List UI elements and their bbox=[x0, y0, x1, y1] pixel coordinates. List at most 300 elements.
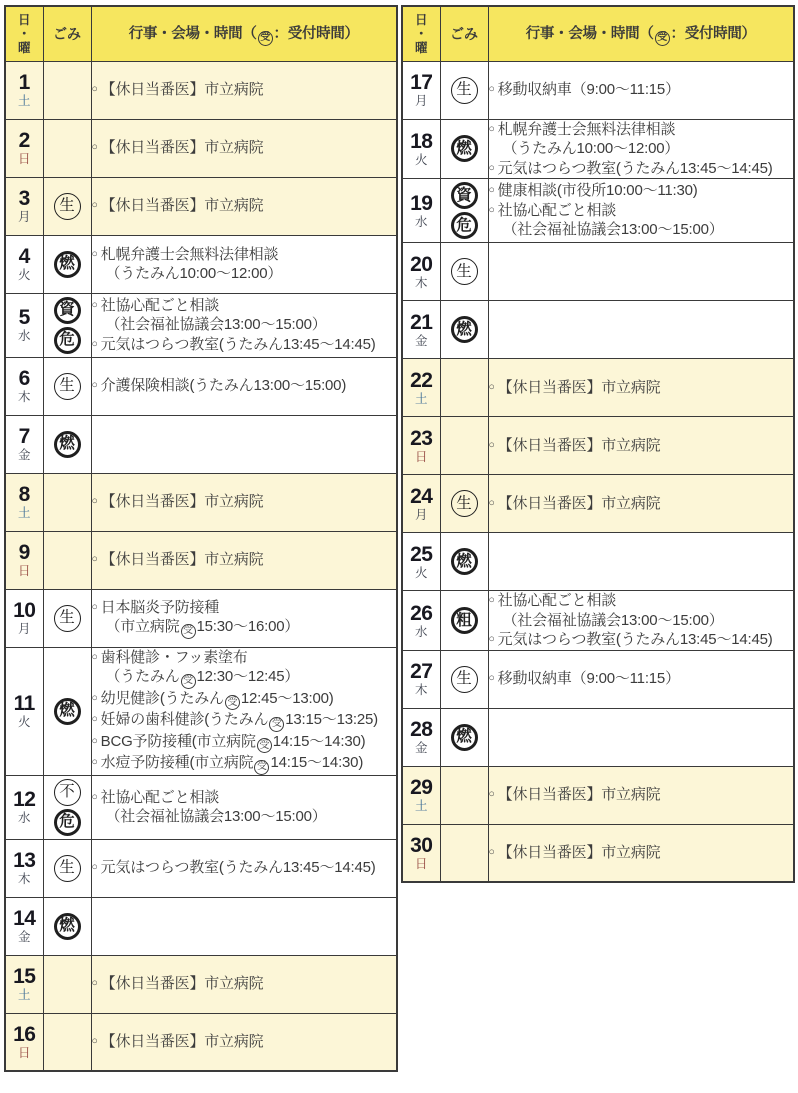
events-cell bbox=[488, 179, 794, 243]
header-row bbox=[402, 6, 794, 61]
day-number: 1 bbox=[18, 71, 30, 95]
events-cell bbox=[91, 415, 397, 473]
events-cell bbox=[91, 531, 397, 589]
calendar-row bbox=[402, 591, 794, 651]
calendar-row bbox=[402, 533, 794, 591]
day-cell bbox=[5, 955, 43, 1013]
garbage-mark-icon: 生 bbox=[54, 855, 81, 882]
garbage-mark-group bbox=[441, 663, 488, 696]
day-number: 20 bbox=[410, 252, 433, 276]
calendar-row bbox=[5, 235, 397, 293]
weekday-label: 日 bbox=[17, 564, 31, 579]
events-cell bbox=[91, 293, 397, 357]
events-cell bbox=[488, 766, 794, 824]
garbage-mark-group bbox=[44, 602, 91, 635]
calendar-row bbox=[5, 293, 397, 357]
header-day-col: 日 ・ 曜 bbox=[402, 6, 440, 61]
weekday-label: 火 bbox=[414, 565, 428, 580]
event-bullet-icon: ○ bbox=[91, 977, 98, 990]
events-cell bbox=[488, 301, 794, 359]
day-number: 22 bbox=[410, 368, 433, 392]
event-bullet-icon: ○ bbox=[488, 184, 495, 197]
garbage-mark-icon: 燃 bbox=[54, 251, 81, 278]
event-line: ○ 介護保険相談(うたみん13:00～15:00) bbox=[91, 377, 347, 395]
event-bullet-icon: ○ bbox=[91, 1035, 98, 1047]
event-line: ○ 元気はつらつ教室(うたみん13:45～14:45) bbox=[91, 335, 376, 353]
event-line: ○ 日本脳炎予防接種 bbox=[91, 598, 220, 616]
event-bullet-icon: ○ bbox=[91, 247, 98, 260]
calendar-row bbox=[402, 119, 794, 179]
garbage-cell bbox=[440, 179, 488, 243]
calendar-row bbox=[5, 1013, 397, 1071]
weekday-label: 月 bbox=[414, 507, 428, 522]
garbage-cell bbox=[43, 473, 91, 531]
event-line: ○ 元気はつらつ教室(うたみん13:45～14:45) bbox=[488, 159, 773, 177]
event-bullet-icon: ○ bbox=[91, 650, 98, 663]
weekday-label: 木 bbox=[414, 683, 428, 698]
day-cell bbox=[402, 301, 440, 359]
day-number: 18 bbox=[410, 130, 433, 153]
event-bullet-icon: ○ bbox=[91, 734, 98, 747]
weekday-label: 土 bbox=[17, 94, 31, 109]
event-line: ○ 【休日当番医】市立病院 bbox=[91, 197, 264, 215]
day-number: 11 bbox=[13, 692, 35, 716]
events-cell bbox=[91, 897, 397, 955]
day-number: 2 bbox=[18, 129, 30, 153]
garbage-cell bbox=[440, 243, 488, 301]
events-cell bbox=[91, 1013, 397, 1071]
events-cell bbox=[488, 533, 794, 591]
events-cell bbox=[91, 119, 397, 177]
calendar-row bbox=[5, 177, 397, 235]
header-garbage-col: ごみ bbox=[440, 6, 488, 61]
events-cell bbox=[91, 955, 397, 1013]
garbage-cell bbox=[440, 61, 488, 119]
reception-mark-icon: 受 bbox=[258, 31, 273, 46]
calendar-row bbox=[402, 766, 794, 824]
events-cell bbox=[488, 824, 794, 882]
calendar-row bbox=[402, 61, 794, 119]
day-cell bbox=[402, 650, 440, 708]
day-number: 17 bbox=[410, 71, 433, 95]
day-cell bbox=[5, 1013, 43, 1071]
garbage-mark-group bbox=[441, 313, 488, 346]
garbage-cell bbox=[43, 357, 91, 415]
day-number: 9 bbox=[18, 541, 30, 565]
weekday-label: 水 bbox=[17, 329, 31, 344]
header-events-col: 行事・会場・時間（ 受 ：受付時間） bbox=[91, 6, 397, 61]
events-cell bbox=[91, 61, 397, 119]
day-number: 26 bbox=[410, 601, 433, 625]
event-bullet-icon: ○ bbox=[91, 379, 98, 392]
garbage-cell bbox=[440, 417, 488, 475]
event-line: （社会福祉協議会13:00～15:00） bbox=[502, 221, 724, 239]
reception-mark-icon: 受 bbox=[257, 738, 272, 753]
garbage-mark-icon: 資 bbox=[54, 297, 81, 324]
day-cell bbox=[5, 415, 43, 473]
events-cell bbox=[91, 357, 397, 415]
garbage-mark-icon: 生 bbox=[451, 77, 478, 104]
day-number: 19 bbox=[410, 191, 433, 215]
day-number: 23 bbox=[410, 426, 433, 450]
weekday-label: 火 bbox=[414, 153, 428, 167]
event-line: ○ 【休日当番医】市立病院 bbox=[488, 494, 661, 512]
garbage-mark-icon: 燃 bbox=[451, 135, 478, 162]
calendar-row bbox=[5, 775, 397, 839]
day-cell bbox=[402, 708, 440, 766]
garbage-cell bbox=[440, 591, 488, 651]
event-bullet-icon: ○ bbox=[91, 790, 98, 803]
weekday-label: 火 bbox=[17, 715, 31, 730]
calendar-row bbox=[402, 243, 794, 301]
event-bullet-icon: ○ bbox=[91, 298, 98, 311]
day-cell bbox=[402, 475, 440, 533]
garbage-mark-group bbox=[441, 74, 488, 107]
day-cell bbox=[402, 119, 440, 179]
event-line: ○ 妊婦の歯科健診(うたみん 受 13:15～13:25) bbox=[92, 710, 397, 732]
garbage-mark-icon: 燃 bbox=[54, 698, 81, 725]
garbage-cell bbox=[440, 824, 488, 882]
event-bullet-icon: ○ bbox=[91, 337, 98, 350]
calendar-row bbox=[5, 897, 397, 955]
event-line: ○ 幼児健診(うたみん 受 12:45～13:00) bbox=[92, 689, 397, 711]
events-cell bbox=[91, 647, 397, 775]
event-line: （社会福祉協議会13:00～15:00） bbox=[502, 611, 724, 629]
day-cell bbox=[5, 357, 43, 415]
events-cell bbox=[91, 775, 397, 839]
day-number: 3 bbox=[18, 187, 30, 211]
weekday-label: 火 bbox=[17, 268, 31, 283]
event-line: ○ 【休日当番医】市立病院 bbox=[91, 1033, 264, 1050]
garbage-mark-icon: 危 bbox=[54, 809, 81, 836]
garbage-cell bbox=[43, 589, 91, 647]
events-cell bbox=[488, 475, 794, 533]
calendar-table-left bbox=[4, 5, 398, 1072]
event-line: ○ 【休日当番医】市立病院 bbox=[91, 975, 264, 993]
event-line: （うたみん10:00～12:00） bbox=[502, 140, 680, 157]
day-cell bbox=[5, 839, 43, 897]
calendar-row bbox=[402, 179, 794, 243]
weekday-label: 土 bbox=[414, 391, 428, 406]
day-number: 25 bbox=[410, 542, 433, 566]
garbage-cell bbox=[43, 897, 91, 955]
event-line: （社会福祉協議会13:00～15:00） bbox=[105, 808, 327, 825]
event-line: ○ 健康相談(市役所10:00～11:30) bbox=[488, 182, 698, 200]
calendar-row bbox=[5, 647, 397, 775]
event-line: （うたみん 受 12:30～12:45） bbox=[92, 667, 397, 689]
garbage-mark-group bbox=[441, 255, 488, 288]
calendar-row bbox=[402, 708, 794, 766]
day-cell bbox=[5, 775, 43, 839]
event-line: ○ 【休日当番医】市立病院 bbox=[91, 81, 264, 99]
reception-mark-icon: 受 bbox=[181, 674, 196, 689]
day-cell bbox=[5, 473, 43, 531]
event-bullet-icon: ○ bbox=[488, 161, 495, 174]
reception-mark-icon: 受 bbox=[225, 695, 240, 710]
day-cell bbox=[402, 533, 440, 591]
day-number: 14 bbox=[13, 907, 36, 931]
events-cell bbox=[91, 177, 397, 235]
event-bullet-icon: ○ bbox=[91, 600, 98, 613]
day-number: 8 bbox=[18, 483, 30, 507]
event-line: ○ 歯科健診・フッ素塗布 bbox=[91, 648, 248, 666]
event-bullet-icon: ○ bbox=[488, 83, 495, 96]
garbage-cell bbox=[43, 415, 91, 473]
event-line: ○ 水痘予防接種(市立病院 受 14:15～14:30) bbox=[92, 753, 397, 775]
event-line: ○ 【休日当番医】市立病院 bbox=[488, 436, 661, 454]
garbage-mark-icon: 生 bbox=[54, 193, 81, 220]
header-day-col: 日 ・ 曜 bbox=[5, 6, 43, 61]
event-line: ○ 移動収納車（9:00～11:15） bbox=[488, 670, 680, 688]
garbage-cell bbox=[440, 301, 488, 359]
garbage-mark-group bbox=[44, 428, 91, 461]
weekday-label: 金 bbox=[17, 930, 31, 945]
events-cell bbox=[91, 473, 397, 531]
event-line: ○ 元気はつらつ教室(うたみん13:45～14:45) bbox=[488, 631, 773, 648]
day-cell bbox=[402, 179, 440, 243]
garbage-cell bbox=[43, 955, 91, 1013]
events-cell bbox=[91, 235, 397, 293]
garbage-mark-icon: 燃 bbox=[451, 724, 478, 751]
event-bullet-icon: ○ bbox=[488, 672, 495, 685]
weekday-label: 金 bbox=[414, 741, 428, 756]
day-cell bbox=[5, 531, 43, 589]
day-cell bbox=[402, 359, 440, 417]
weekday-label: 木 bbox=[414, 275, 428, 290]
garbage-cell bbox=[440, 650, 488, 708]
event-bullet-icon: ○ bbox=[488, 633, 495, 645]
calendar-row bbox=[5, 955, 397, 1013]
day-number: 12 bbox=[13, 788, 36, 812]
garbage-mark-icon: 不 bbox=[54, 779, 81, 806]
day-number: 28 bbox=[410, 718, 433, 742]
weekday-label: 日 bbox=[414, 449, 428, 464]
garbage-mark-group bbox=[44, 776, 91, 839]
day-number: 21 bbox=[410, 310, 433, 334]
event-line: ○ 【休日当番医】市立病院 bbox=[91, 551, 264, 569]
garbage-cell bbox=[440, 766, 488, 824]
garbage-mark-group bbox=[44, 294, 91, 357]
garbage-cell bbox=[43, 1013, 91, 1071]
weekday-label: 水 bbox=[414, 214, 428, 229]
calendar-row bbox=[402, 475, 794, 533]
weekday-label: 日 bbox=[17, 1046, 31, 1060]
day-cell bbox=[5, 235, 43, 293]
garbage-mark-icon: 燃 bbox=[451, 548, 478, 575]
events-cell bbox=[488, 119, 794, 179]
garbage-cell bbox=[440, 359, 488, 417]
weekday-label: 月 bbox=[17, 210, 31, 225]
calendar-row bbox=[5, 119, 397, 177]
garbage-mark-icon: 粗 bbox=[451, 607, 478, 634]
weekday-label: 土 bbox=[17, 988, 31, 1003]
day-number: 29 bbox=[410, 776, 433, 800]
garbage-mark-icon: 生 bbox=[451, 666, 478, 693]
garbage-cell bbox=[43, 177, 91, 235]
event-bullet-icon: ○ bbox=[91, 83, 98, 96]
garbage-cell bbox=[43, 647, 91, 775]
day-number: 4 bbox=[18, 245, 30, 269]
day-number: 6 bbox=[18, 367, 30, 391]
garbage-cell bbox=[440, 533, 488, 591]
event-bullet-icon: ○ bbox=[91, 861, 98, 874]
weekday-label: 月 bbox=[414, 94, 428, 109]
day-cell bbox=[402, 61, 440, 119]
calendar-row bbox=[402, 301, 794, 359]
garbage-mark-group bbox=[44, 910, 91, 943]
day-number: 13 bbox=[13, 849, 36, 873]
event-line: ○ 【休日当番医】市立病院 bbox=[91, 139, 264, 157]
day-cell bbox=[402, 417, 440, 475]
events-cell bbox=[488, 417, 794, 475]
day-cell bbox=[402, 824, 440, 882]
garbage-mark-icon: 生 bbox=[451, 258, 478, 285]
event-bullet-icon: ○ bbox=[488, 438, 495, 451]
calendar-row bbox=[402, 824, 794, 882]
event-line: ○ BCG予防接種(市立病院 受 14:15～14:30) bbox=[92, 732, 397, 754]
day-number: 15 bbox=[13, 965, 36, 989]
event-bullet-icon: ○ bbox=[91, 691, 98, 704]
events-cell bbox=[488, 359, 794, 417]
calendar-row bbox=[402, 359, 794, 417]
day-cell bbox=[402, 243, 440, 301]
garbage-mark-icon: 危 bbox=[451, 212, 478, 239]
day-cell bbox=[402, 766, 440, 824]
event-bullet-icon: ○ bbox=[91, 713, 98, 725]
day-number: 27 bbox=[410, 660, 433, 684]
garbage-mark-group bbox=[44, 852, 91, 885]
day-cell bbox=[5, 897, 43, 955]
header-row bbox=[5, 6, 397, 61]
weekday-label: 木 bbox=[17, 872, 31, 887]
weekday-label: 土 bbox=[414, 799, 428, 814]
event-bullet-icon: ○ bbox=[488, 203, 495, 216]
garbage-mark-icon: 生 bbox=[54, 605, 81, 632]
event-line: ○ 【休日当番医】市立病院 bbox=[488, 844, 661, 861]
garbage-mark-icon: 燃 bbox=[451, 316, 478, 343]
reception-mark-icon: 受 bbox=[254, 760, 269, 775]
event-bullet-icon: ○ bbox=[91, 756, 98, 768]
calendar-row bbox=[5, 839, 397, 897]
garbage-cell bbox=[43, 839, 91, 897]
weekday-label: 水 bbox=[414, 624, 428, 639]
reception-mark-icon: 受 bbox=[269, 717, 284, 732]
calendar-table-right bbox=[401, 5, 795, 883]
garbage-mark-icon: 燃 bbox=[54, 913, 81, 940]
garbage-mark-group bbox=[441, 545, 488, 578]
garbage-mark-group bbox=[44, 695, 91, 728]
events-cell bbox=[91, 839, 397, 897]
event-bullet-icon: ○ bbox=[91, 141, 98, 154]
event-bullet-icon: ○ bbox=[488, 788, 495, 801]
event-bullet-icon: ○ bbox=[488, 496, 495, 509]
events-cell bbox=[488, 591, 794, 651]
calendar-row bbox=[5, 61, 397, 119]
garbage-mark-group bbox=[441, 179, 488, 242]
event-bullet-icon: ○ bbox=[488, 380, 495, 393]
garbage-cell bbox=[43, 61, 91, 119]
garbage-cell bbox=[43, 119, 91, 177]
garbage-mark-icon: 生 bbox=[451, 490, 478, 517]
event-line: （社会福祉協議会13:00～15:00） bbox=[105, 316, 327, 334]
garbage-cell bbox=[43, 235, 91, 293]
weekday-label: 水 bbox=[17, 811, 31, 826]
weekday-label: 木 bbox=[17, 390, 31, 405]
garbage-cell bbox=[43, 531, 91, 589]
event-line: ○ 【休日当番医】市立病院 bbox=[488, 378, 661, 396]
day-number: 5 bbox=[18, 306, 30, 330]
event-line: ○ 元気はつらつ教室(うたみん13:45～14:45) bbox=[91, 859, 376, 877]
garbage-mark-group bbox=[441, 487, 488, 520]
header-garbage-col: ごみ bbox=[43, 6, 91, 61]
event-line: （市立病院 受 15:30～16:00） bbox=[92, 617, 397, 639]
calendar-row bbox=[5, 473, 397, 531]
garbage-mark-group bbox=[44, 190, 91, 223]
garbage-cell bbox=[43, 293, 91, 357]
weekday-label: 金 bbox=[414, 333, 428, 348]
garbage-cell bbox=[440, 708, 488, 766]
day-cell bbox=[5, 61, 43, 119]
garbage-mark-icon: 燃 bbox=[54, 431, 81, 458]
weekday-label: 日 bbox=[17, 152, 31, 167]
garbage-mark-group bbox=[441, 132, 488, 165]
event-bullet-icon: ○ bbox=[488, 846, 495, 858]
day-cell bbox=[5, 589, 43, 647]
calendar-row bbox=[5, 357, 397, 415]
day-cell bbox=[402, 591, 440, 651]
garbage-cell bbox=[440, 475, 488, 533]
event-line: ○ 【休日当番医】市立病院 bbox=[91, 493, 264, 511]
calendar-row bbox=[5, 531, 397, 589]
event-bullet-icon: ○ bbox=[91, 495, 98, 508]
weekday-label: 月 bbox=[17, 622, 31, 637]
event-line: ○ 移動収納車（9:00～11:15） bbox=[488, 81, 680, 99]
event-line: ○ 社協心配ごと相談 bbox=[91, 296, 220, 314]
event-line: ○ 札幌弁護士会無料法律相談 bbox=[488, 120, 676, 138]
event-line: ○ 社協心配ごと相談 bbox=[91, 788, 220, 806]
events-cell bbox=[91, 589, 397, 647]
weekday-label: 土 bbox=[17, 506, 31, 521]
day-cell bbox=[5, 177, 43, 235]
calendar-row bbox=[5, 415, 397, 473]
reception-mark-icon: 受 bbox=[655, 31, 670, 46]
day-cell bbox=[5, 647, 43, 775]
events-cell bbox=[488, 243, 794, 301]
weekday-label: 金 bbox=[17, 448, 31, 463]
calendar-row bbox=[402, 650, 794, 708]
reception-mark-icon: 受 bbox=[181, 624, 196, 639]
events-cell bbox=[488, 708, 794, 766]
calendar-row bbox=[5, 589, 397, 647]
events-cell bbox=[488, 61, 794, 119]
garbage-mark-group bbox=[441, 604, 488, 637]
event-line: ○ 社協心配ごと相談 bbox=[488, 592, 617, 609]
event-line: ○ 【休日当番医】市立病院 bbox=[488, 786, 661, 804]
day-number: 30 bbox=[410, 834, 433, 857]
header-events-col: 行事・会場・時間（ 受 ：受付時間） bbox=[488, 6, 794, 61]
day-number: 10 bbox=[13, 599, 36, 623]
event-bullet-icon: ○ bbox=[91, 553, 98, 566]
day-cell bbox=[5, 293, 43, 357]
event-line: ○ 札幌弁護士会無料法律相談 bbox=[91, 245, 279, 263]
event-bullet-icon: ○ bbox=[488, 122, 495, 135]
garbage-mark-icon: 資 bbox=[451, 182, 478, 209]
day-cell bbox=[5, 119, 43, 177]
garbage-cell bbox=[43, 775, 91, 839]
event-bullet-icon: ○ bbox=[91, 199, 98, 212]
garbage-mark-group bbox=[441, 721, 488, 754]
event-line: （うたみん10:00～12:00） bbox=[105, 265, 283, 282]
